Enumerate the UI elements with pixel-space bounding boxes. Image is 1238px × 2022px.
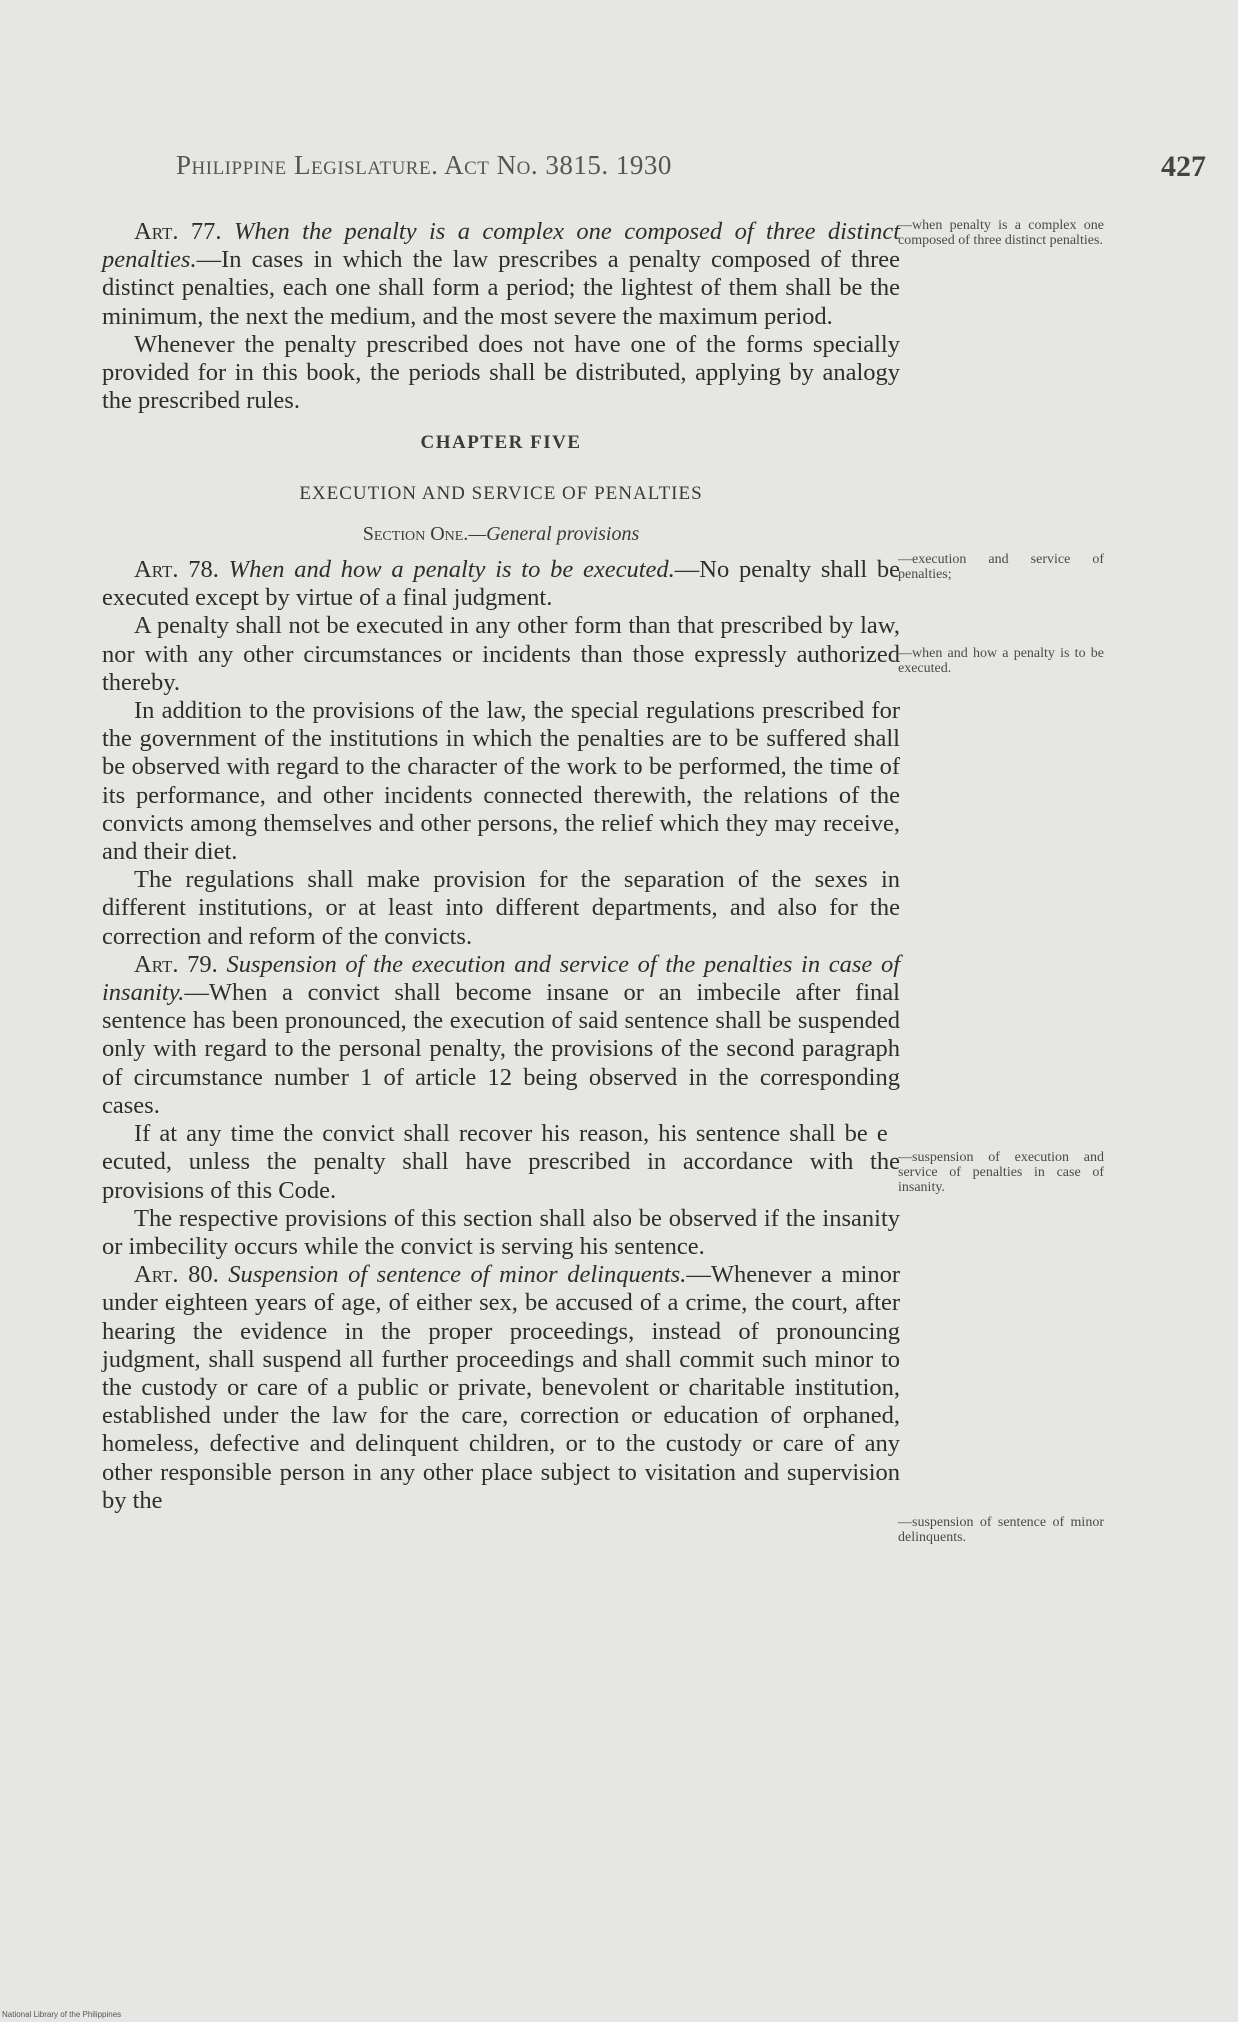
art77-number: Art. 77. xyxy=(134,218,222,245)
art78-title: When and how a penalty is to be executed. xyxy=(228,556,675,584)
art79-paragraph-2: If at any time the convict shall recover his reason, his sentence shall be e ecuted, unless the penalty shall have prescribed in accordance with the provisions of this Code. xyxy=(102,1120,900,1204)
section-label: Section One. xyxy=(362,522,469,545)
page-number: 427 xyxy=(1161,150,1206,183)
art77-text: —In cases in which the law prescribes a penalty composed of three distinct penalties, each one shall form a period; the lightest of them shall be the minimum, the next the medium, and the most severe the maximum period. xyxy=(102,246,900,330)
body-text xyxy=(102,218,900,1515)
art80-number: Art. 80. xyxy=(134,1261,219,1289)
margin-note-art80: —suspension of sentence of minor delinquents. xyxy=(898,1515,1104,1545)
art80-title: Suspension of sentence of minor delinquents. xyxy=(228,1261,687,1289)
margin-note-art79: —suspension of execution and service of penalties in case of insanity. xyxy=(898,1150,1104,1195)
art78-number: Art. 78. xyxy=(134,556,219,584)
chapter-heading: CHAPTER FIVE xyxy=(420,432,582,454)
art80-text: —Whenever a minor under eighteen years of age, of either sex, be accused of a crime, the court, after hearing the evidence in the proper proceedings, instead of pronouncing judgment, shall suspend all further proceedings and shall commit such minor to the custody or care of a public or private, benevolent or charitable institution, established under the law for the care, correction or education of orphaned, homeless, defective and delinquent children, or to the custody or care of any other responsible person in any other place subject to visitation and supervision by the xyxy=(102,1261,900,1514)
art79-number: Art. 79. xyxy=(134,950,218,978)
section-heading xyxy=(102,520,900,548)
art79-paragraph-3: The respective provisions of this section shall also be observed if the insanity or imbecility occurs while the convict is serving his sentence. xyxy=(102,1204,900,1260)
art79-title: Suspension of the execution and service of the penalties in case of insanity. xyxy=(102,950,900,1007)
art77-title: When the penalty is a complex one composed of three distinct penalties. xyxy=(102,218,901,274)
art78-paragraph xyxy=(102,556,900,612)
art77-paragraph xyxy=(102,218,900,331)
section-title: —General provisions xyxy=(468,522,640,545)
margin-note-art78: —when and how a penalty is to be executed. xyxy=(898,646,1104,676)
art79-paragraph xyxy=(102,951,900,1120)
scan-credit: National Library of the Philippines xyxy=(2,2010,122,2019)
chapter-subheading: EXECUTION AND SERVICE OF PENALTIES xyxy=(299,482,703,504)
art80-paragraph xyxy=(102,1261,900,1515)
running-title: Philippine Legislature. Act No. 3815. 1930 xyxy=(176,150,672,180)
art78-paragraph-4: The regulations shall make provision for the separation of the sexes in different institutions, or at least into different departments, and also for the correction and reform of the convicts. xyxy=(102,866,900,950)
art78-paragraph-2: A penalty shall not be executed in any other form than that prescribed by law, nor with any other circumstances or incidents than those expressly authorized thereby. xyxy=(102,612,900,696)
margin-note-art77: —when penalty is a complex one composed of three distinct penalties. xyxy=(898,218,1104,248)
page-header xyxy=(176,150,1206,190)
art77-paragraph-2: Whenever the penalty prescribed does not have one of the forms specially provided for in this book, the periods shall be distributed, applying by analogy the prescribed rules. xyxy=(102,330,900,415)
art78-text: —No penalty shall be executed except by virtue of a final judgment. xyxy=(102,556,901,612)
margin-note-execution: —execution and service of penalties; xyxy=(898,552,1104,582)
art78-paragraph-3: In addition to the provisions of the law, the special regulations prescribed for the government of the institutions in which the penalties are to be suffered shall be observed with regard to the character of the work to be performed, the time of its performance, and other incidents connected therewith, the relations of the convicts among themselves and other persons, the relief which they may receive, and their diet. xyxy=(102,697,900,866)
art79-text: —When a convict shall become insane or an imbecile after final sentence has been pronounced, the execution of said sentence shall be suspended only with regard to the personal penalty, the provisions of the second paragraph of circumstance number 1 of article 12 being observed in the corresponding cases. xyxy=(102,979,900,1119)
